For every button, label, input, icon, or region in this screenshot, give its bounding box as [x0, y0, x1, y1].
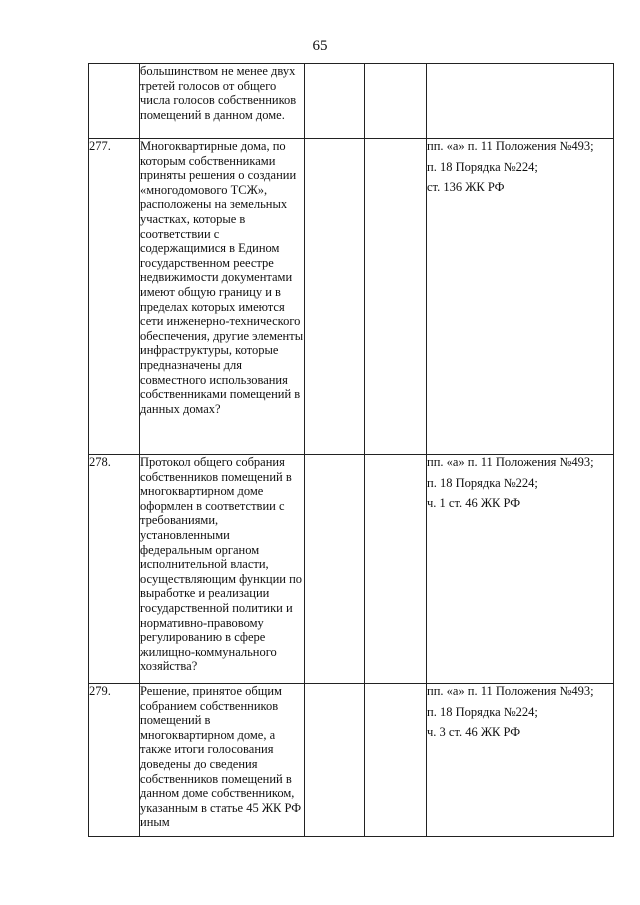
reference-line: пп. «а» п. 11 Положения №493; [427, 684, 594, 698]
row-number: 277. [89, 139, 140, 455]
answer-cell-yes [305, 684, 365, 837]
question-text: Многоквартирные дома, по которым собственниками приняты решения о создании «многодомового ТСЖ», расположены на земельных участках, которые в соответствии с содержащимися в Едином государственном реестре недвижимости документами имеют общую границу и в пределах которых имеются сети инженерно-технического обеспечения, другие элементы инфраструктуры, которые предназначены для совместного использования собственниками помещений в данных домах? [140, 139, 305, 455]
answer-cell-no [365, 455, 427, 684]
page-number: 65 [312, 38, 328, 54]
row-number: 278. [89, 455, 140, 684]
reference-line: пп. «а» п. 11 Положения №493; [427, 139, 594, 153]
answer-cell-yes [305, 455, 365, 684]
reference-line: п. 18 Порядка №224; [427, 159, 538, 174]
answer-cell-yes [305, 139, 365, 455]
legal-references [427, 64, 614, 139]
table-row [89, 139, 614, 455]
row-number: 279. [89, 684, 140, 837]
row-number [89, 64, 140, 139]
question-text: Решение, принятое общим собранием собственников помещений в многоквартирном доме, а также итоги голосования доведены до сведения собственников помещений в данном доме собственником, указанным в статье 45 ЖК РФ иным [140, 684, 305, 837]
question-text: большинством не менее двух третей голосов от общего числа голосов собственников помещений в данном доме. [140, 64, 305, 139]
reference-line: п. 18 Порядка №224; [427, 475, 538, 490]
table-row [89, 64, 614, 139]
reference-line: ст. 136 ЖК РФ [427, 180, 505, 195]
answer-cell-no [365, 684, 427, 837]
reference-line: ч. 3 ст. 46 ЖК РФ [427, 725, 521, 740]
reference-line: пп. «а» п. 11 Положения №493; [427, 455, 594, 469]
legal-references [427, 684, 614, 837]
checklist-table [88, 63, 614, 837]
answer-cell-yes [305, 64, 365, 139]
reference-line: ч. 1 ст. 46 ЖК РФ [427, 496, 521, 511]
answer-cell-no [365, 139, 427, 455]
table-row [89, 684, 614, 837]
answer-cell-no [365, 64, 427, 139]
reference-line: п. 18 Порядка №224; [427, 704, 538, 719]
legal-references [427, 139, 614, 455]
question-text: Протокол общего собрания собственников помещений в многоквартирном доме оформлен в соответствии с требованиями, установленными федеральным органом исполнительной власти, осуществляющим функции по выработке и реализации государственной политики и нормативно-правовому регулированию в сфере жилищно-коммунального хозяйства? [140, 455, 305, 684]
legal-references [427, 455, 614, 684]
table-row [89, 455, 614, 684]
